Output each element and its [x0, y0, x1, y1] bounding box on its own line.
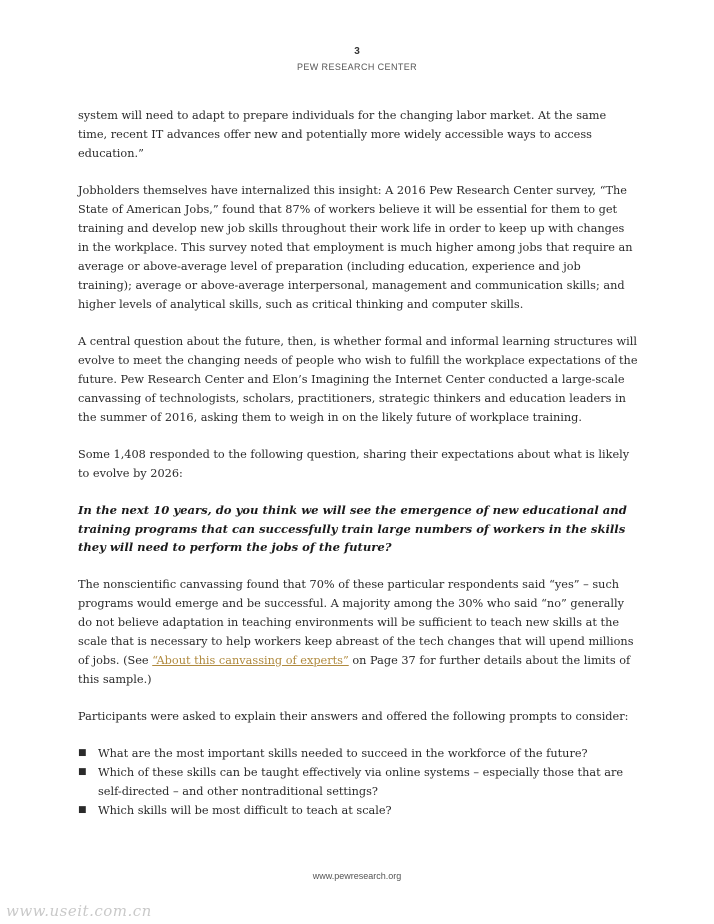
list-item — [78, 801, 638, 820]
bullet-icon: ■ — [78, 804, 87, 815]
page-number: 3 — [354, 46, 360, 57]
paragraph-prompts-intro: Participants were asked to explain their answers and offered the following prompts to consider: — [78, 709, 629, 723]
paragraph-jobholders: Jobholders themselves have internalized this insight: A 2016 Pew Research Center survey, “The State of American Jobs,” found that 87% of workers believe it will be essential for them to get training and develop new job skills throughout their work life in order to keep up with changes in the workplace. This survey noted that employment is much higher among jobs that require an average or above-average level of preparation (including education, experience and job training); average or above-average interpersonal, management and communication skills; and higher levels of analytical skills, such as critical thinking and computer skills. — [78, 184, 633, 311]
survey-question: In the next 10 years, do you think we will see the emergence of new educational and training programs that can successfully train large numbers of workers in the skills they will need to perform the jobs of the future? — [78, 503, 627, 554]
prompt-text: What are the most important skills needed to succeed in the workforce of the future? — [98, 746, 588, 760]
prompt-text: Which of these skills can be taught effectively via online systems – especially those that are self-directed – and other nontraditional settings? — [98, 765, 624, 798]
paragraph-central-question: A central question about the future, then, is whether formal and informal learning structures will evolve to meet the changing needs of people who wish to fulfill the workplace expectations of the future. Pew Research Center and Elon’s Imagining the Internet Center conducted a large-scale canvassing of technologists, scholars, practitioners, strategic thinkers and education leaders in the summer of 2016, asking them to weigh in on the likely future of workplace training. — [78, 335, 638, 424]
paragraph-respondents: Some 1,408 responded to the following question, sharing their expectations about what is likely to evolve by 2026: — [78, 448, 630, 480]
document-body — [78, 106, 638, 820]
findings-text-before: The nonscientific canvassing found that 70% of these particular respondents said “yes” – such programs would emerge and be successful. A majority among the 30% who said “no” generally do not believe adaptation in teaching environments will be sufficient to teach new skills at the scale that is necessary to help workers keep abreast of the tech changes that will upend millions of jobs. (See — [78, 577, 634, 667]
prompts-list — [78, 744, 638, 820]
findings-text-after: on Page 37 for further details about the limits of this sample.) — [78, 653, 631, 686]
about-canvassing-link[interactable]: “About this canvassing of experts” — [152, 653, 349, 667]
paragraph-intro: system will need to adapt to prepare individuals for the changing labor market. At the same time, recent IT advances offer new and potentially more widely accessible ways to access education.” — [78, 109, 607, 160]
watermark: www.useit.com.cn — [6, 902, 152, 920]
prompt-text: Which skills will be most difficult to teach at scale? — [98, 803, 392, 817]
footer-url: www.pewresearch.org — [312, 871, 402, 881]
organization-header: PEW RESEARCH CENTER — [296, 62, 418, 72]
bullet-icon: ■ — [78, 766, 87, 777]
paragraph-findings — [78, 575, 638, 689]
list-item — [78, 763, 638, 801]
list-item — [78, 744, 638, 763]
bullet-icon: ■ — [78, 747, 87, 758]
